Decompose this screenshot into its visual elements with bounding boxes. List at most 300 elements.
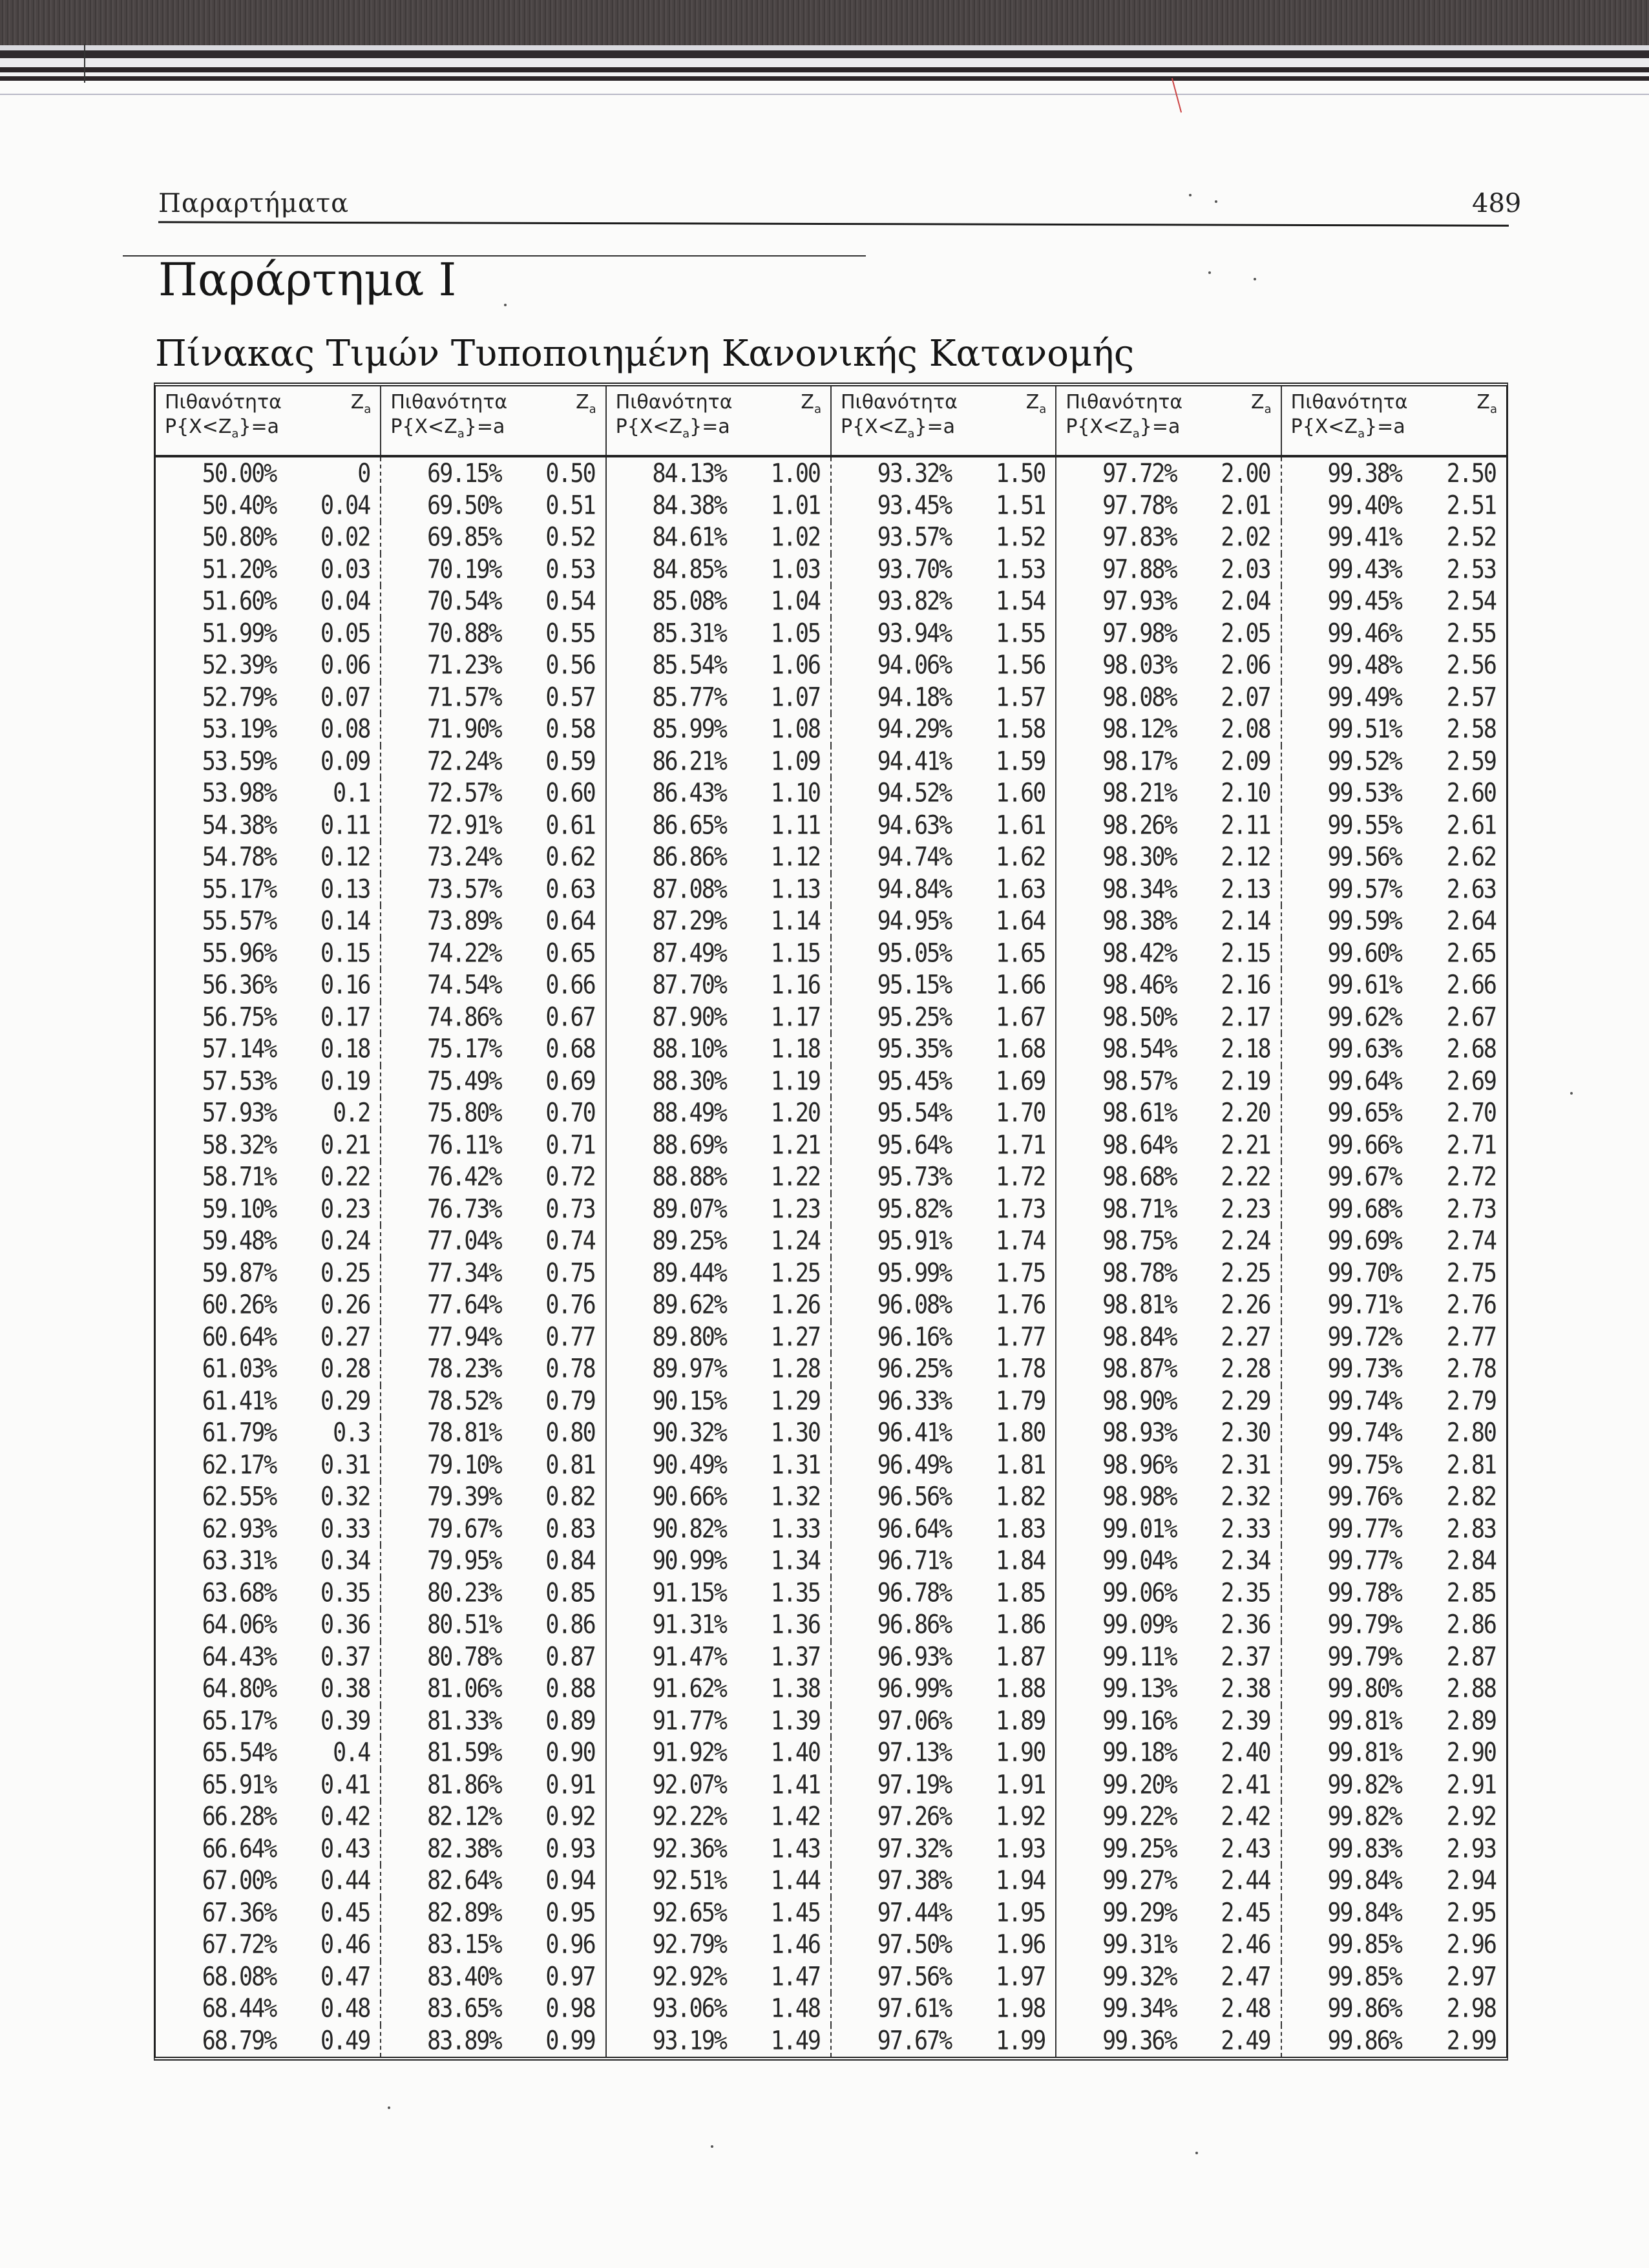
probability-cell: 99.75%: [1327, 1450, 1402, 1480]
table-row: [156, 1002, 1506, 1034]
probability-cell: 91.31%: [652, 1610, 726, 1640]
z-value-cell: 1.60: [991, 775, 1056, 812]
probability-cell: 74.22%: [427, 938, 501, 969]
z-value-cell: 0.76: [541, 1286, 606, 1323]
probability-cell: 96.33%: [877, 1386, 952, 1416]
z-value-cell: 0.2: [316, 1095, 381, 1131]
header-z: [316, 386, 381, 456]
z-value-cell: 2.75: [1446, 1258, 1496, 1288]
probability-cell: 53.19%: [202, 714, 277, 744]
z-label: Z: [1251, 391, 1265, 414]
running-head: Παραρτήματα: [158, 189, 350, 218]
z-value-cell: 0.25: [316, 1255, 381, 1292]
probability-cell: 60.64%: [202, 1322, 277, 1352]
probability-cell: 99.59%: [1327, 906, 1402, 936]
z-value-cell: 1.40: [766, 1734, 831, 1771]
probability-cell: 87.49%: [652, 938, 726, 969]
probability-cell: 59.48%: [202, 1226, 277, 1256]
formula-subscript: a: [907, 427, 915, 441]
probability-cell: 97.26%: [877, 1801, 952, 1832]
probability-cell: 89.25%: [652, 1226, 726, 1256]
table-header-row: [156, 386, 1506, 456]
z-value-cell: 1.87: [991, 1639, 1056, 1675]
table-row: [156, 938, 1506, 970]
probability-cell: 67.00%: [202, 1865, 277, 1896]
z-value-cell: 2.93: [1446, 1834, 1496, 1864]
z-value-cell: 1.07: [766, 679, 831, 716]
z-value-cell: 0.38: [316, 1670, 381, 1707]
table-row: [156, 1897, 1506, 1929]
probability-cell: 85.77%: [652, 682, 726, 713]
header-z: [541, 386, 606, 456]
z-value-cell: 0.18: [316, 1031, 381, 1067]
scan-artifact-stripe: [0, 45, 1649, 50]
z-value-cell: 0.15: [316, 935, 381, 972]
probability-cell: 64.80%: [202, 1674, 277, 1704]
z-value-cell: 0.26: [316, 1286, 381, 1323]
z-subscript: a: [814, 403, 821, 416]
z-value-cell: 0.77: [541, 1319, 606, 1356]
z-value-cell: 0.06: [316, 647, 381, 684]
table-row: [156, 1577, 1506, 1610]
formula-part: P{X<Z: [1066, 415, 1133, 438]
probability-cell: 99.66%: [1327, 1130, 1402, 1160]
probability-cell: 62.55%: [202, 1482, 277, 1512]
probability-cell: 98.68%: [1102, 1162, 1177, 1192]
z-value-cell: 0.31: [316, 1447, 381, 1484]
z-value-cell: 1.90: [991, 1734, 1056, 1771]
z-label: Z: [1025, 391, 1040, 414]
probability-cell: 88.69%: [652, 1130, 726, 1160]
header-probability: [1056, 386, 1216, 456]
probability-cell: 98.71%: [1102, 1194, 1177, 1224]
probability-cell: 99.06%: [1102, 1578, 1177, 1608]
probability-cell: 77.34%: [427, 1258, 501, 1288]
table-row: [156, 682, 1506, 714]
table-row: [156, 1609, 1506, 1641]
z-value-cell: 2.10: [1217, 775, 1281, 812]
z-value-cell: 2.02: [1217, 519, 1281, 556]
z-value-cell: 2.63: [1446, 874, 1496, 905]
table-row: [156, 1481, 1506, 1513]
z-value-cell: 0.71: [541, 1127, 606, 1164]
probability-cell: 96.93%: [877, 1642, 952, 1672]
z-value-cell: 0.86: [541, 1606, 606, 1643]
z-value-cell: 2.64: [1446, 906, 1496, 936]
z-value-cell: 1.51: [991, 487, 1056, 524]
probability-cell: 95.25%: [877, 1002, 952, 1033]
speck: [1570, 1092, 1573, 1095]
probability-cell: 96.86%: [877, 1610, 952, 1640]
z-value-cell: 0.57: [541, 679, 606, 716]
table-row: [156, 1129, 1506, 1162]
z-value-cell: 2.07: [1217, 679, 1281, 716]
probability-cell: 77.04%: [427, 1226, 501, 1256]
z-value-cell: 0.12: [316, 839, 381, 876]
table-row: [156, 456, 1506, 490]
probability-cell: 53.59%: [202, 746, 277, 777]
probability-cell: 68.08%: [202, 1962, 277, 1992]
probability-cell: 78.52%: [427, 1386, 501, 1416]
z-value-cell: 0.88: [541, 1670, 606, 1707]
probability-cell: 71.90%: [427, 714, 501, 744]
formula-part: }=a: [464, 415, 505, 438]
speck: [711, 2145, 713, 2148]
z-value-cell: 2.98: [1446, 1993, 1496, 2024]
z-value-cell: 1.16: [766, 967, 831, 1003]
z-value-cell: 1.34: [766, 1542, 831, 1579]
probability-cell: 90.99%: [652, 1546, 726, 1576]
z-value-cell: 0.47: [316, 1958, 381, 1995]
z-value-cell: 1.00: [766, 454, 831, 492]
probability-cell: 86.65%: [652, 810, 726, 841]
z-value-cell: 1.13: [766, 871, 831, 908]
z-value-cell: 1.85: [991, 1575, 1056, 1612]
z-subscript: a: [589, 403, 596, 416]
z-value-cell: 2.70: [1446, 1098, 1496, 1128]
probability-cell: 55.17%: [202, 874, 277, 905]
z-value-cell: 2.28: [1217, 1350, 1281, 1387]
z-value-cell: 1.45: [766, 1895, 831, 1931]
probability-cell: 92.22%: [652, 1801, 726, 1832]
z-value-cell: 1.23: [766, 1191, 831, 1228]
probability-cell: 98.96%: [1102, 1450, 1177, 1480]
z-value-cell: 2.03: [1217, 551, 1281, 588]
table-row: [156, 1449, 1506, 1482]
probability-cell: 94.52%: [877, 778, 952, 808]
probability-cell: 97.98%: [1102, 618, 1177, 649]
probability-cell: 66.28%: [202, 1801, 277, 1832]
formula-part: }=a: [689, 415, 730, 438]
probability-cell: 99.45%: [1327, 586, 1402, 616]
probability-cell: 99.20%: [1102, 1770, 1177, 1800]
header-z: [1217, 386, 1281, 456]
z-value-cell: 1.69: [991, 1063, 1056, 1100]
probability-cell: 87.90%: [652, 1002, 726, 1033]
z-value-cell: 0.32: [316, 1478, 381, 1515]
table-row: [156, 1513, 1506, 1546]
probability-cell: 99.77%: [1327, 1546, 1402, 1576]
probability-cell: 98.87%: [1102, 1354, 1177, 1384]
probability-cell: 53.98%: [202, 778, 277, 808]
probability-cell: 56.75%: [202, 1002, 277, 1033]
z-value-cell: 1.91: [991, 1767, 1056, 1803]
z-value-cell: 2.47: [1217, 1958, 1281, 1995]
table-row: [156, 649, 1506, 682]
z-value-cell: 2.58: [1446, 714, 1496, 744]
probability-cell: 77.94%: [427, 1322, 501, 1352]
formula-subscript: a: [1358, 427, 1365, 441]
probability-cell: 98.90%: [1102, 1386, 1177, 1416]
probability-cell: 96.08%: [877, 1290, 952, 1320]
z-value-cell: 2.18: [1217, 1031, 1281, 1067]
z-value-cell: 0.4: [316, 1734, 381, 1771]
z-value-cell: 1.64: [991, 903, 1056, 940]
probability-cell: 88.10%: [652, 1034, 726, 1064]
probability-cell: 91.92%: [652, 1738, 726, 1768]
probability-cell: 83.65%: [427, 1993, 501, 2024]
z-value-cell: 1.20: [766, 1095, 831, 1131]
table-row: [156, 1769, 1506, 1801]
z-value-cell: 2.38: [1217, 1670, 1281, 1707]
probability-cell: 99.79%: [1327, 1642, 1402, 1672]
table-row: [156, 490, 1506, 522]
z-label: Z: [1476, 391, 1490, 414]
probability-cell: 73.24%: [427, 842, 501, 872]
z-value-cell: 2.72: [1446, 1162, 1496, 1192]
formula-subscript: a: [1132, 427, 1140, 441]
probability-cell: 65.54%: [202, 1738, 277, 1768]
probability-cell: 99.51%: [1327, 714, 1402, 744]
probability-cell: 91.77%: [652, 1706, 726, 1736]
probability-cell: 77.64%: [427, 1290, 501, 1320]
z-value-cell: 0.70: [541, 1095, 606, 1131]
z-value-cell: 1.65: [991, 935, 1056, 972]
z-value-cell: 1.70: [991, 1095, 1056, 1131]
probability-cell: 99.67%: [1327, 1162, 1402, 1192]
z-value-cell: 0.50: [541, 454, 606, 492]
probability-cell: 89.97%: [652, 1354, 726, 1384]
probability-cell: 96.56%: [877, 1482, 952, 1512]
z-value-cell: 0.37: [316, 1639, 381, 1675]
z-value-cell: 0: [316, 454, 381, 492]
z-value-cell: 2.12: [1217, 839, 1281, 876]
z-value-cell: 1.04: [766, 583, 831, 620]
z-value-cell: 2.66: [1446, 970, 1496, 1000]
z-value-cell: 2.46: [1217, 1926, 1281, 1963]
probability-cell: 99.11%: [1102, 1642, 1177, 1672]
probability-cell: 64.43%: [202, 1642, 277, 1672]
probability-cell: 66.64%: [202, 1834, 277, 1864]
z-value-cell: 1.46: [766, 1926, 831, 1963]
z-value-cell: 2.59: [1446, 746, 1496, 777]
z-value-cell: 0.46: [316, 1926, 381, 1963]
z-value-cell: 1.80: [991, 1414, 1056, 1451]
z-value-cell: 0.3: [316, 1414, 381, 1451]
z-label: Z: [350, 391, 364, 414]
probability-cell: 97.88%: [1102, 554, 1177, 585]
probability-cell: 94.74%: [877, 842, 952, 872]
z-value-cell: 0.58: [541, 711, 606, 748]
z-value-cell: 1.49: [766, 2022, 831, 2059]
z-value-cell: 1.52: [991, 519, 1056, 556]
formula-subscript: a: [682, 427, 690, 441]
z-value-cell: 0.39: [316, 1703, 381, 1739]
probability-cell: 99.73%: [1327, 1354, 1402, 1384]
z-value-cell: 1.17: [766, 999, 831, 1036]
probability-cell: 57.93%: [202, 1098, 277, 1128]
z-value-cell: 0.14: [316, 903, 381, 940]
probability-cell: 99.84%: [1327, 1898, 1402, 1928]
probability-cell: 51.20%: [202, 554, 277, 585]
z-value-cell: 1.83: [991, 1511, 1056, 1548]
z-value-cell: 2.60: [1446, 778, 1496, 808]
z-value-cell: 1.75: [991, 1255, 1056, 1292]
probability-cell: 83.89%: [427, 2026, 501, 2056]
z-value-cell: 0.72: [541, 1159, 606, 1195]
z-value-cell: 1.96: [991, 1926, 1056, 1963]
probability-cell: 99.27%: [1102, 1865, 1177, 1896]
z-value-cell: 0.02: [316, 519, 381, 556]
probability-cell: 99.52%: [1327, 746, 1402, 777]
probability-cell: 93.57%: [877, 522, 952, 552]
probability-cell: 98.42%: [1102, 938, 1177, 969]
z-value-cell: 1.81: [991, 1447, 1056, 1484]
probability-cell: 94.63%: [877, 810, 952, 841]
probability-cell: 99.83%: [1327, 1834, 1402, 1864]
z-value-cell: 1.61: [991, 807, 1056, 844]
scan-artifact-stripe: [0, 94, 1649, 95]
table-row: [156, 874, 1506, 906]
probability-cell: 76.73%: [427, 1194, 501, 1224]
z-value-cell: 0.85: [541, 1575, 606, 1612]
scan-artifact-band: [0, 0, 1649, 45]
speck: [1254, 278, 1256, 280]
z-value-cell: 2.69: [1446, 1066, 1496, 1097]
probability-cell: 84.38%: [652, 490, 726, 521]
table-row: [156, 521, 1506, 554]
z-value-cell: 1.12: [766, 839, 831, 876]
probability-cell: 98.08%: [1102, 682, 1177, 713]
z-subscript: a: [1039, 403, 1047, 416]
z-value-cell: 1.05: [766, 615, 831, 652]
z-value-cell: 2.77: [1446, 1322, 1496, 1352]
scan-artifact-stripe: [0, 50, 1649, 58]
probability-cell: 99.85%: [1327, 1962, 1402, 1992]
z-value-cell: 2.88: [1446, 1674, 1496, 1704]
z-value-cell: 1.56: [991, 647, 1056, 684]
probability-cell: 94.41%: [877, 746, 952, 777]
z-value-cell: 1.71: [991, 1127, 1056, 1164]
z-value-cell: 2.25: [1217, 1255, 1281, 1292]
probability-cell: 99.48%: [1327, 650, 1402, 680]
z-value-cell: 0.55: [541, 615, 606, 652]
probability-cell: 64.06%: [202, 1610, 277, 1640]
z-value-cell: 2.22: [1217, 1159, 1281, 1195]
z-value-cell: 1.26: [766, 1286, 831, 1323]
probability-cell: 69.50%: [427, 490, 501, 521]
z-value-cell: 1.44: [766, 1862, 831, 1899]
z-value-cell: 1.74: [991, 1223, 1056, 1259]
z-value-cell: 2.49: [1217, 2022, 1281, 2059]
z-value-cell: 2.87: [1446, 1642, 1496, 1672]
header-probability-formula: [1291, 415, 1435, 446]
probability-cell: 99.40%: [1327, 490, 1402, 521]
probability-cell: 90.82%: [652, 1514, 726, 1544]
z-value-cell: 2.94: [1446, 1865, 1496, 1896]
z-value-cell: 1.14: [766, 903, 831, 940]
probability-cell: 93.19%: [652, 2026, 726, 2056]
z-value-cell: 0.22: [316, 1159, 381, 1195]
z-value-cell: 0.28: [316, 1350, 381, 1387]
z-value-cell: 0.56: [541, 647, 606, 684]
probability-cell: 99.49%: [1327, 682, 1402, 713]
z-value-cell: 0.08: [316, 711, 381, 748]
probability-cell: 63.31%: [202, 1546, 277, 1576]
scan-artifact-stripe: [0, 58, 1649, 67]
z-value-cell: 1.50: [991, 454, 1056, 492]
z-value-cell: 1.42: [766, 1798, 831, 1835]
z-value-cell: 0.43: [316, 1831, 381, 1867]
z-subscript: a: [1489, 403, 1497, 416]
probability-cell: 52.79%: [202, 682, 277, 713]
probability-cell: 57.53%: [202, 1066, 277, 1097]
probability-cell: 98.75%: [1102, 1226, 1177, 1256]
z-value-cell: 1.97: [991, 1958, 1056, 1995]
z-value-cell: 1.32: [766, 1478, 831, 1515]
speck: [1195, 2152, 1198, 2154]
z-value-cell: 0.52: [541, 519, 606, 556]
z-value-cell: 2.91: [1446, 1770, 1496, 1800]
probability-cell: 94.84%: [877, 874, 952, 905]
probability-cell: 95.82%: [877, 1194, 952, 1224]
probability-cell: 72.24%: [427, 746, 501, 777]
probability-cell: 98.26%: [1102, 810, 1177, 841]
probability-cell: 85.99%: [652, 714, 726, 744]
probability-cell: 62.93%: [202, 1514, 277, 1544]
probability-cell: 90.49%: [652, 1450, 726, 1480]
probability-cell: 99.81%: [1327, 1706, 1402, 1736]
probability-cell: 99.65%: [1327, 1098, 1402, 1128]
z-value-cell: 2.23: [1217, 1191, 1281, 1228]
probability-cell: 58.32%: [202, 1130, 277, 1160]
probability-cell: 85.54%: [652, 650, 726, 680]
z-value-cell: 0.41: [316, 1767, 381, 1803]
z-value-cell: 2.44: [1217, 1862, 1281, 1899]
z-value-cell: 0.65: [541, 935, 606, 972]
probability-cell: 68.44%: [202, 1993, 277, 2024]
probability-cell: 88.49%: [652, 1098, 726, 1128]
z-table: [156, 386, 1506, 2057]
probability-cell: 55.57%: [202, 906, 277, 936]
probability-cell: 99.77%: [1327, 1514, 1402, 1544]
z-value-cell: 1.86: [991, 1606, 1056, 1643]
z-value-cell: 2.71: [1446, 1130, 1496, 1160]
z-value-cell: 2.41: [1217, 1767, 1281, 1803]
probability-cell: 97.56%: [877, 1962, 952, 1992]
z-value-cell: 1.57: [991, 679, 1056, 716]
z-value-cell: 0.79: [541, 1383, 606, 1420]
table-row: [156, 810, 1506, 842]
probability-cell: 99.41%: [1327, 522, 1402, 552]
z-value-cell: 2.04: [1217, 583, 1281, 620]
table-row: [156, 777, 1506, 810]
z-value-cell: 0.34: [316, 1542, 381, 1579]
z-value-cell: 1.01: [766, 487, 831, 524]
z-value-cell: 0.54: [541, 583, 606, 620]
z-value-cell: 2.37: [1217, 1639, 1281, 1675]
probability-cell: 96.25%: [877, 1354, 952, 1384]
z-value-cell: 2.13: [1217, 871, 1281, 908]
table-row: [156, 1193, 1506, 1226]
z-value-cell: 2.27: [1217, 1319, 1281, 1356]
z-value-cell: 1.89: [991, 1703, 1056, 1739]
z-value-cell: 0.17: [316, 999, 381, 1036]
z-value-cell: 2.73: [1446, 1194, 1496, 1224]
probability-cell: 78.23%: [427, 1354, 501, 1384]
z-value-cell: 1.41: [766, 1767, 831, 1803]
z-value-cell: 0.04: [316, 487, 381, 524]
z-value-cell: 1.67: [991, 999, 1056, 1036]
probability-cell: 99.46%: [1327, 618, 1402, 649]
probability-cell: 97.44%: [877, 1898, 952, 1928]
probability-cell: 91.62%: [652, 1674, 726, 1704]
z-value-cell: 0.75: [541, 1255, 606, 1292]
probability-cell: 96.49%: [877, 1450, 952, 1480]
scan-artifact-mark: [84, 44, 85, 83]
z-value-cell: 1.43: [766, 1831, 831, 1867]
z-value-cell: 0.44: [316, 1862, 381, 1899]
